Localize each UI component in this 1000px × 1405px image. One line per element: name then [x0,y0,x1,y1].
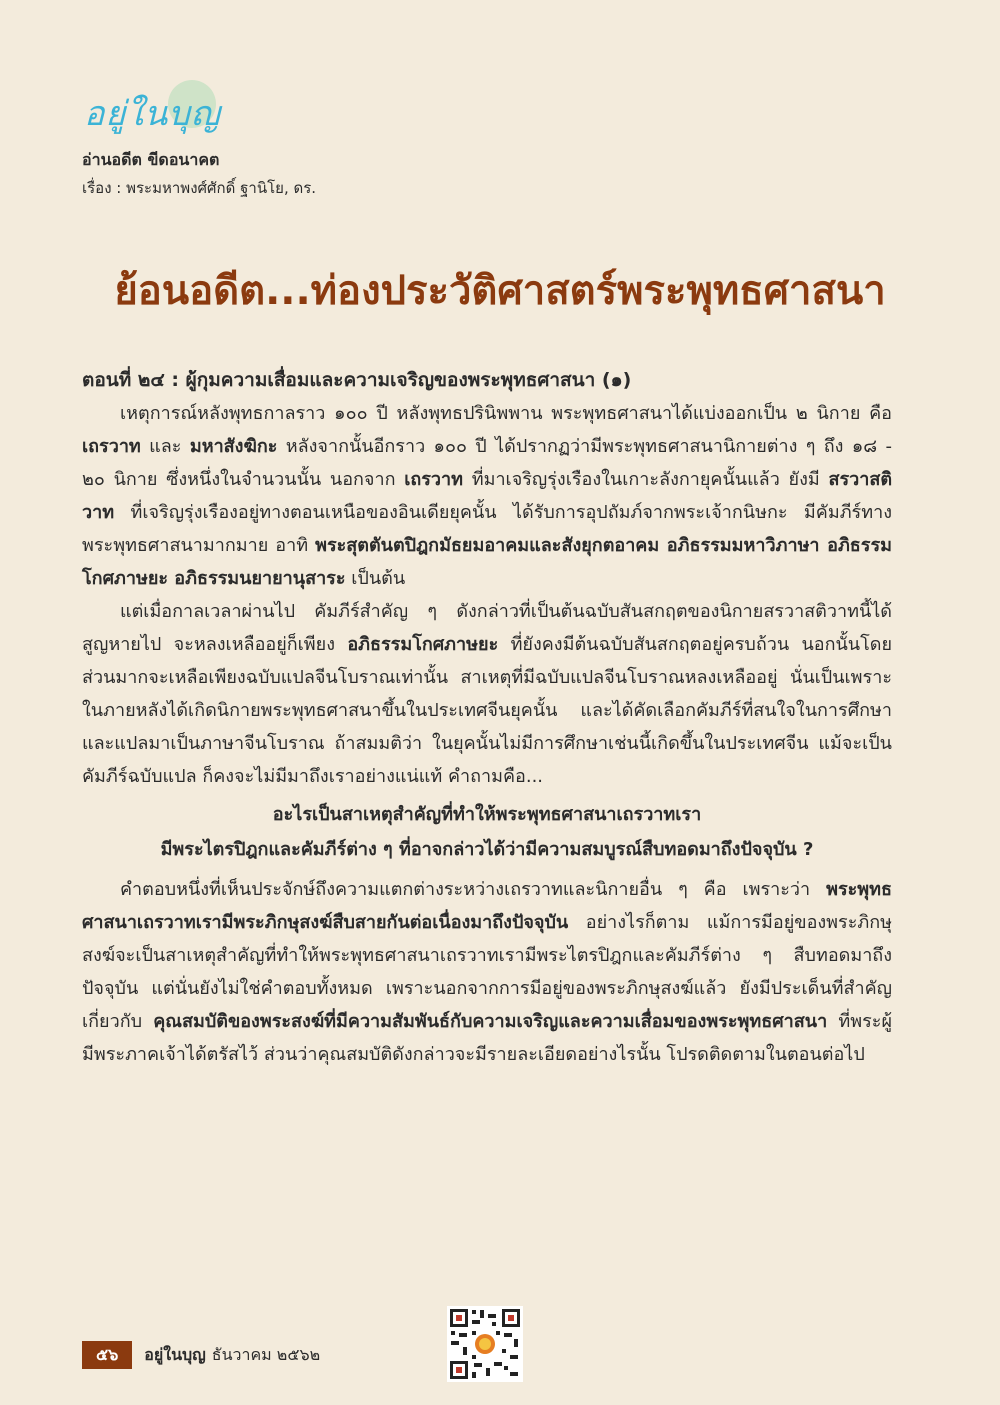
bold-term: สรวาสติวาท [82,469,893,523]
magazine-logo: อยู่ในบุญ [84,94,221,134]
footer-issue-date: ธันวาคม ๒๕๖๒ [211,1344,321,1364]
question-line-1: อะไรเป็นสาเหตุสำคัญที่ทำให้พระพุทธศาสนาเถรวาทเรา [272,804,702,825]
bold-term: คุณสมบัติของพระสงฆ์ที่มีความสัมพันธ์กับความเจริญและความเสื่อมของพระพุทธศาสนา [153,1011,828,1032]
bold-term: อภิธรรมโกศภาษยะ [347,634,499,655]
footer-magazine-name: อยู่ในบุญ [144,1344,206,1364]
highlight-question [82,797,892,867]
page-number-badge: ๕๖ [82,1341,132,1369]
text-run: เป็นต้น [345,568,406,589]
bold-term: พระพุทธศาสนาเถรวาทเรามีพระภิกษุสงฆ์สืบสายกันต่อเนื่องมาถึงปัจจุบัน [82,879,892,933]
paragraph-3 [82,873,892,1071]
episode-title: ตอนที่ ๒๔ : ผู้กุมความเสื่อมและความเจริญของพระพุทธศาสนา (๑) [82,369,632,391]
article-body [82,364,892,1071]
text-run: ที่พระผู้มีพระภาคเจ้าได้ตรัสไว้ ส่วนว่าคุณสมบัติดังกล่าวจะมีรายละเอียดอย่างไรนั้น โปรดติดตามในตอนต่อไป [82,1011,892,1065]
question-line-2: มีพระไตรปิฎกและคัมภีร์ต่าง ๆ ที่อาจกล่าวได้ว่ามีความสมบูรณ์สืบทอดมาถึงปัจจุบัน ? [160,839,814,860]
column-name: อ่านอดีต ขีดอนาคต [82,150,220,169]
text-run: หลังจากนั้นอีกราว ๑๐๐ ปี ได้ปรากฏว่ามีพระพุทธศาสนานิกายต่าง ๆ ถึง ๑๘ - ๒๐ นิกาย ซึ่งหนึ่งในจำนวนนั้น นอกจาก [82,436,893,490]
text-run: แต่เมื่อกาลเวลาผ่านไป คัมภีร์สำคัญ ๆ ดังกล่าวที่เป็นต้นฉบับสันสกฤตของนิกายสรวาสติวาทนี้ได้สูญหายไป จะหลงเหลืออยู่ก็เพียง [82,601,892,655]
qr-code-icon [447,1306,523,1382]
author-line: เรื่อง : พระมหาพงศ์ศักดิ์ ฐานิโย, ดร. [82,179,317,197]
bold-term: มหาสังฆิกะ [189,436,278,457]
article-title: ย้อนอดีต...ท่องประวัติศาสตร์พระพุทธศาสนา [114,268,886,314]
text-run: ที่เจริญรุ่งเรืองอยู่ทางตอนเหนือของอินเดียยุคนั้น ได้รับการอุปถัมภ์จากพระเจ้ากนิษกะ มีคัมภีร์ทางพระพุทธศาสนามากมาย อาทิ [82,502,892,556]
bold-term: เถรวาท [82,436,141,457]
text-run: อย่างไรก็ตาม แม้การมีอยู่ของพระภิกษุสงฆ์จะเป็นสาเหตุสำคัญที่ทำให้พระพุทธศาสนาเถรวาทเรามีพระไตรปิฎกและคัมภีร์ต่าง ๆ สืบทอดมาถึงปัจจุบัน แต่นั่นยังไม่ใช่คำตอบทั้งหมด เพราะนอกจากการมีอยู่ของพระภิกษุสงฆ์แล้ว ยังมีประเด็นที่สำคัญเกี่ยวกับ [82,912,892,1032]
text-run: คำตอบหนึ่งที่เห็นประจักษ์ถึงความแตกต่างระหว่างเถรวาทและนิกายอื่น ๆ คือ เพราะว่า [120,879,827,900]
text-run: ที่ยังคงมีต้นฉบับสันสกฤตอยู่ครบถ้วน นอกนั้นโดยส่วนมากจะเหลือเพียงฉบับแปลจีนโบราณเท่านั้น สาเหตุที่มีฉบับแปลจีนโบราณหลงเหลืออยู่ นั่นเป็นเพราะในภายหลังได้เกิดนิกายพระพุทธศาสนาขึ้นในประเทศจีนยุคนั้น และได้คัดเลือกคัมภีร์ที่สนใจในการศึกษาและแปลมาเป็นภาษาจีนโบราณ ถ้าสมมติว่า ในยุคนั้นไม่มีการศึกษาเช่นนี้เกิดขึ้นในประเทศจีน แม้จะเป็นคัมภีร์ฉบับแปล ก็คงจะไม่มีมาถึงเราอย่างแน่แท้ คำถามคือ... [82,634,892,787]
text-run: และ [140,436,190,457]
text-run: เหตุการณ์หลังพุทธกาลราว ๑๐๐ ปี หลังพุทธปรินิพพาน พระพุทธศาสนาได้แบ่งออกเป็น ๒ นิกาย คือ [120,403,892,424]
page-footer [82,1340,320,1370]
bold-term: เถรวาท [404,469,463,490]
bold-term: พระสุตตันตปิฎกมัธยมอาคมและสังยุกตอาคม อภิธรรมมหาวิภาษา อภิธรรมโกศภาษยะ อภิธรรมนยายานุสาระ [82,535,892,589]
text-run: ที่มาเจริญรุ่งเรืองในเกาะลังกายุคนั้นแล้ว ยังมี [463,469,829,490]
paragraph-1 [82,397,892,595]
paragraph-2 [82,595,892,793]
